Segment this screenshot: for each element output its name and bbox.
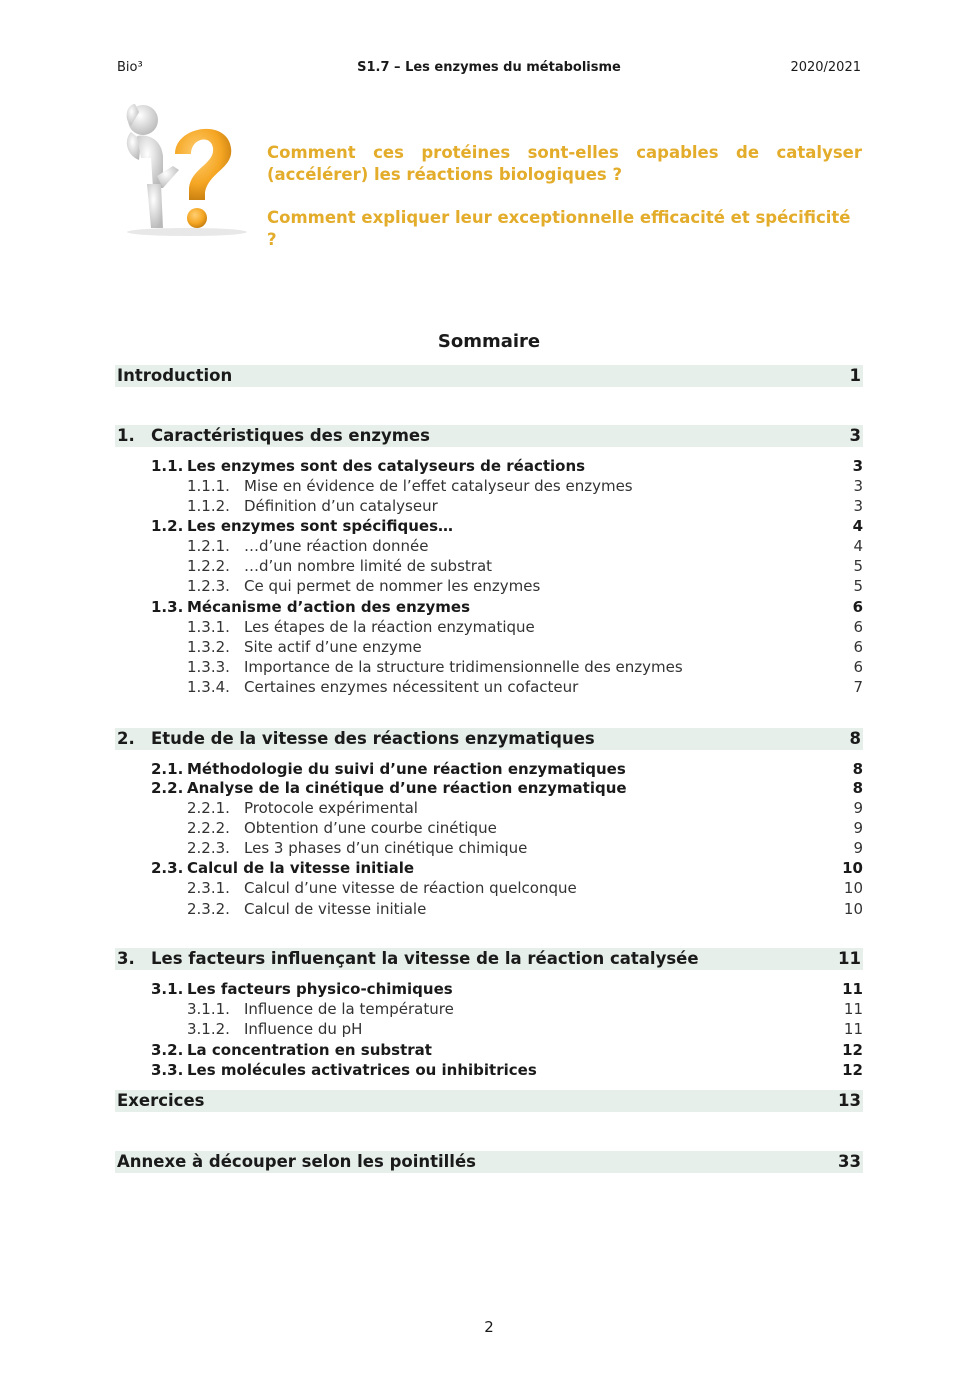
toc-entry-page: 11 — [838, 949, 861, 968]
toc-entry-label: Etude de la vitesse des réactions enzymatiques — [151, 729, 595, 748]
toc-entry-page: 10 — [842, 859, 863, 877]
toc-entry-1-1[interactable] — [115, 456, 863, 476]
toc-entry-number: 2.1. — [151, 760, 184, 778]
toc-entry-label: Exercices — [117, 1091, 205, 1110]
toc-entry-label: Influence du pH — [244, 1020, 363, 1038]
toc-entry-number: 1.3. — [151, 598, 184, 616]
toc-entry-number: 3.1.1. — [187, 1000, 230, 1018]
toc-entry-2-3-1[interactable] — [115, 878, 863, 898]
toc-entry-1-1-2[interactable] — [115, 496, 863, 516]
toc-entry-number: 3.1.2. — [187, 1020, 230, 1038]
toc-entry-3-1-1[interactable] — [115, 999, 863, 1019]
toc-entry-label: …d’un nombre limité de substrat — [244, 557, 493, 575]
toc-entry-page: 8 — [852, 760, 863, 778]
toc-entry-page: 12 — [842, 1061, 863, 1079]
toc-entry-label: Mise en évidence de l’effet catalyseur des enzymes — [244, 477, 633, 495]
toc-entry-label: Calcul de la vitesse initiale — [187, 859, 415, 877]
toc-entry-number: 3.2. — [151, 1041, 184, 1059]
toc-entry-number: 1.1.1. — [187, 477, 230, 495]
toc-entry-number: 1.3.2. — [187, 638, 230, 656]
toc-entry-exercices[interactable] — [115, 1090, 863, 1112]
toc-entry-label: Importance de la structure tridimensionnelle des enzymes — [244, 658, 683, 676]
toc-entry-page: 5 — [853, 557, 863, 575]
toc-entry-1-3-3[interactable] — [115, 657, 863, 677]
toc-entry-page: 13 — [838, 1091, 861, 1110]
toc-entry-page: 7 — [853, 678, 863, 696]
toc-entry-2-1[interactable] — [115, 759, 863, 779]
toc-entry-3-3[interactable] — [115, 1060, 863, 1080]
toc-entry-number: 2.2.3. — [187, 839, 230, 857]
toc-entry-label: Annexe à découper selon les pointillés — [117, 1152, 476, 1171]
toc-entry-number: 1.2. — [151, 517, 184, 535]
toc-entry-introduction[interactable] — [115, 365, 863, 387]
toc-entry-label: Les facteurs physico-chimiques — [187, 980, 453, 998]
toc-entry-label: Définition d’un catalyseur — [244, 497, 438, 515]
toc-entry-page: 11 — [843, 1020, 863, 1038]
toc-entry-1-2-1[interactable] — [115, 536, 863, 556]
toc-entry-2-2-1[interactable] — [115, 798, 863, 818]
toc-entry-label: Influence de la température — [244, 1000, 454, 1018]
toc-entry-3-1[interactable] — [115, 979, 863, 999]
toc-entry-2-2-2[interactable] — [115, 818, 863, 838]
toc-entry-page: 11 — [842, 980, 863, 998]
toc-entry-page: 8 — [852, 779, 863, 797]
toc-entry-number: 2.3. — [151, 859, 184, 877]
toc-entry-page: 3 — [853, 477, 863, 495]
question-catalysis: Comment ces protéines sont-elles capables de catalyser (accélérer) les réactions biologiques ? — [267, 143, 862, 184]
toc-entry-number: 3. — [117, 949, 135, 968]
toc-entry-label: …d’une réaction donnée — [244, 537, 429, 555]
toc-entry-number: 1.2.2. — [187, 557, 230, 575]
toc-entry-number: 3.3. — [151, 1061, 184, 1079]
toc-entry-1-2-3[interactable] — [115, 576, 863, 596]
toc-entry-number: 1.3.4. — [187, 678, 230, 696]
toc-entry-page: 33 — [838, 1152, 861, 1171]
toc-entry-section-3[interactable] — [115, 948, 863, 970]
toc-entry-page: 11 — [843, 1000, 863, 1018]
toc-entry-1-2-2[interactable] — [115, 556, 863, 576]
toc-entry-label: Méthodologie du suivi d’une réaction enzymatiques — [187, 760, 626, 778]
toc-entry-number: 1.3.1. — [187, 618, 230, 636]
toc-entry-number: 2.2.2. — [187, 819, 230, 837]
toc-entry-1-2[interactable] — [115, 516, 863, 536]
toc-entry-page: 3 — [853, 497, 863, 515]
toc-entry-page: 9 — [853, 839, 863, 857]
toc-entry-label: Les enzymes sont des catalyseurs de réactions — [187, 457, 586, 475]
toc-entry-1-1-1[interactable] — [115, 476, 863, 496]
toc-entry-2-2[interactable] — [115, 778, 863, 798]
toc-entry-1-3[interactable] — [115, 597, 863, 617]
question-efficiency: Comment expliquer leur exceptionnelle efficacité et spécificité ? — [267, 208, 851, 249]
toc-entry-label: Ce qui permet de nommer les enzymes — [244, 577, 541, 595]
toc-entry-section-2[interactable] — [115, 728, 863, 750]
toc-entry-number: 2.2.1. — [187, 799, 230, 817]
toc-entry-label: La concentration en substrat — [187, 1041, 432, 1059]
toc-entry-page: 6 — [853, 638, 863, 656]
toc-entry-2-3[interactable] — [115, 858, 863, 878]
toc-entry-page: 4 — [853, 537, 863, 555]
header-title: S1.7 – Les enzymes du métabolisme — [357, 60, 621, 75]
toc-entry-label: Caractéristiques des enzymes — [151, 426, 430, 445]
toc-entry-2-2-3[interactable] — [115, 838, 863, 858]
toc-entry-number: 2.2. — [151, 779, 184, 797]
toc-entry-1-3-2[interactable] — [115, 637, 863, 657]
page-number: 2 — [484, 1318, 494, 1336]
toc-entry-page: 5 — [853, 577, 863, 595]
toc-entry-label: Les 3 phases d’un cinétique chimique — [244, 839, 528, 857]
toc-entry-page: 6 — [853, 618, 863, 636]
toc-entry-number: 2. — [117, 729, 135, 748]
toc-entry-number: 1.2.3. — [187, 577, 230, 595]
toc-entry-page: 8 — [849, 729, 861, 748]
toc-entry-page: 1 — [849, 366, 861, 385]
toc-entry-number: 1.1.2. — [187, 497, 230, 515]
toc-entry-page: 3 — [852, 457, 863, 475]
toc-entry-label: Calcul d’une vitesse de réaction quelconque — [244, 879, 577, 897]
header-year: 2020/2021 — [790, 60, 861, 75]
toc-entry-2-3-2[interactable] — [115, 899, 863, 919]
toc-entry-3-1-2[interactable] — [115, 1019, 863, 1039]
toc-entry-label: Introduction — [117, 366, 233, 385]
toc-entry-number: 1.1. — [151, 457, 184, 475]
toc-entry-number: 1. — [117, 426, 135, 445]
toc-entry-label: Obtention d’une courbe cinétique — [244, 819, 497, 837]
toc-entry-label: Certaines enzymes nécessitent un cofacteur — [244, 678, 579, 696]
toc-entry-label: Analyse de la cinétique d’une réaction enzymatique — [187, 779, 627, 797]
toc-entry-number: 2.3.1. — [187, 879, 230, 897]
toc-entry-1-3-4[interactable] — [115, 677, 863, 697]
toc-entry-1-3-1[interactable] — [115, 617, 863, 637]
toc-entry-page: 10 — [843, 879, 863, 897]
toc-entry-3-2[interactable] — [115, 1040, 863, 1060]
toc-entry-page: 4 — [852, 517, 863, 535]
toc-entry-page: 9 — [853, 799, 863, 817]
toc-entry-section-1[interactable] — [115, 425, 863, 447]
toc-entry-number: 3.1. — [151, 980, 184, 998]
toc-entry-label: Mécanisme d’action des enzymes — [187, 598, 471, 616]
toc-entry-label: Les facteurs influençant la vitesse de la réaction catalysée — [151, 949, 699, 968]
toc-entry-page: 9 — [853, 819, 863, 837]
toc-entry-page: 10 — [843, 900, 863, 918]
toc-entry-label: Calcul de vitesse initiale — [244, 900, 427, 918]
header-left: Bio³ — [117, 60, 143, 75]
toc-entry-label: Protocole expérimental — [244, 799, 418, 817]
toc-entry-number: 2.3.2. — [187, 900, 230, 918]
toc-entry-number: 1.2.1. — [187, 537, 230, 555]
toc-entry-label: Site actif d’une enzyme — [244, 638, 422, 656]
toc-entry-page: 6 — [853, 658, 863, 676]
toc-entry-annexe[interactable] — [115, 1151, 863, 1173]
toc-entry-label: Les enzymes sont spécifiques… — [187, 517, 454, 535]
toc-entry-page: 12 — [842, 1041, 863, 1059]
toc-entry-page: 3 — [849, 426, 861, 445]
toc-entry-page: 6 — [852, 598, 863, 616]
toc-entry-label: Les étapes de la réaction enzymatique — [244, 618, 535, 636]
toc-entry-label: Les molécules activatrices ou inhibitrices — [187, 1061, 537, 1079]
toc-title: Sommaire — [437, 331, 541, 352]
toc-entry-number: 1.3.3. — [187, 658, 230, 676]
